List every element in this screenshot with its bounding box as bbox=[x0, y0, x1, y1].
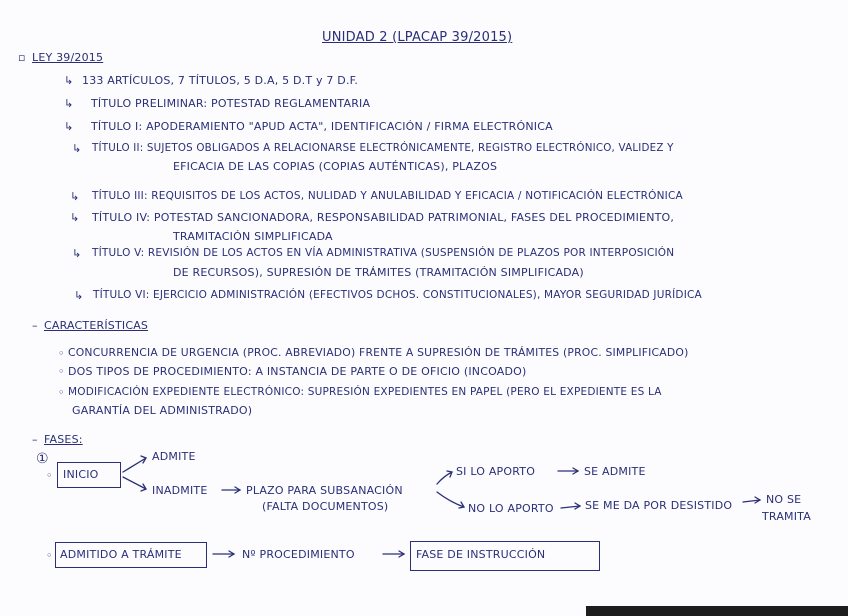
ley-item: 133 ARTÍCULOS, 7 TÍTULOS, 5 D.A, 5 D.T y 7 D.F. bbox=[82, 74, 359, 87]
arrow-icon: ↳ bbox=[70, 190, 80, 203]
arrow-icon: ↳ bbox=[72, 247, 82, 260]
ley-item-cont: TRAMITACIÓN SIMPLIFICADA bbox=[173, 230, 333, 243]
dash-marker: – bbox=[32, 319, 38, 332]
bullet-dot: ◦ bbox=[46, 469, 53, 482]
no-aporto-label: NO LO APORTO bbox=[468, 502, 554, 515]
arrow-si bbox=[437, 472, 452, 484]
ley-item: TÍTULO IV: POTESTAD SANCIONADORA, RESPONSABILIDAD PATRIMONIAL, FASES DEL PROCEDIMIENTO, bbox=[92, 211, 675, 224]
no-se-label: NO SE bbox=[766, 493, 802, 506]
admitido-label: ADMITIDO A TRÁMITE bbox=[60, 548, 182, 561]
bullet-dot: ◦ bbox=[58, 386, 65, 399]
ley-item: TÍTULO V: REVISIÓN DE LOS ACTOS EN VÍA ADMINISTRATIVA (SUSPENSIÓN DE PLAZOS POR INTERPOSICIÓN bbox=[92, 247, 675, 259]
arrow-icon: ↳ bbox=[64, 120, 74, 133]
caracteristica-item: CONCURRENCIA DE URGENCIA (PROC. ABREVIADO) FRENTE A SUPRESIÓN DE TRÁMITES (PROC. SIMPLIFICADO) bbox=[68, 346, 689, 359]
ley-heading: LEY 39/2015 bbox=[32, 51, 104, 64]
caracteristicas-heading: CARACTERÍSTICAS bbox=[44, 319, 149, 332]
caracteristica-item-cont: GARANTÍA DEL ADMINISTRADO) bbox=[72, 404, 253, 417]
plazo-label: PLAZO PARA SUBSANACIÓN bbox=[246, 484, 403, 497]
caracteristica-item: MODIFICACIÓN EXPEDIENTE ELECTRÓNICO: SUPRESIÓN EXPEDIENTES EN PAPEL (PERO EL EXPEDIENTE ES LA bbox=[68, 386, 662, 398]
arrow-admite bbox=[123, 458, 146, 472]
arrow-icon: ↳ bbox=[74, 289, 84, 302]
ley-item-cont: DE RECURSOS), SUPRESIÓN DE TRÁMITES (TRAMITACIÓN SIMPLIFICADA) bbox=[173, 266, 584, 279]
ley-item-cont: EFICACIA DE LAS COPIAS (COPIAS AUTÉNTICAS), PLAZOS bbox=[173, 160, 498, 173]
arrow-no bbox=[437, 492, 464, 507]
background-page-edge bbox=[586, 606, 848, 616]
ley-item: TÍTULO II: SUJETOS OBLIGADOS A RELACIONARSE ELECTRÓNICAMENTE, REGISTRO ELECTRÓNICO, VALIDEZ Y bbox=[92, 142, 674, 154]
bullet-dot: ◦ bbox=[58, 365, 65, 378]
tramita-label: TRAMITA bbox=[762, 510, 811, 523]
step-number-icon: ① bbox=[36, 451, 49, 467]
arrow-icon: ↳ bbox=[70, 211, 80, 224]
ley-item: TÍTULO VI: EJERCICIO ADMINISTRACIÓN (EFECTIVOS DCHOS. CONSTITUCIONALES), MAYOR SEGURIDAD JURÍDICA bbox=[93, 289, 702, 301]
arrow-icon: ↳ bbox=[64, 97, 74, 110]
caracteristica-item: DOS TIPOS DE PROCEDIMIENTO: A INSTANCIA DE PARTE O DE OFICIO (INCOADO) bbox=[68, 365, 527, 378]
arrow-icon: ↳ bbox=[72, 142, 82, 155]
ley-item: TÍTULO III: REQUISITOS DE LOS ACTOS, NULIDAD Y ANULABILIDAD Y EFICACIA / NOTIFICACIÓN ELECTRÓNICA bbox=[92, 190, 683, 202]
bullet-dot: ◦ bbox=[46, 549, 53, 562]
bullet-dot: ▫ bbox=[18, 51, 26, 64]
dash-marker: – bbox=[32, 433, 38, 446]
inadmite-label: INADMITE bbox=[152, 484, 208, 497]
arrow-icon: ↳ bbox=[64, 74, 74, 87]
arrow-no-tramita bbox=[743, 500, 760, 502]
arrow-inadmite bbox=[123, 477, 146, 489]
si-aporto-label: SI LO APORTO bbox=[456, 465, 536, 478]
ley-item: TÍTULO I: APODERAMIENTO "APUD ACTA", IDENTIFICACIÓN / FIRMA ELECTRÓNICA bbox=[91, 120, 553, 133]
se-admite-label: SE ADMITE bbox=[584, 465, 646, 478]
n-proc-label: Nº PROCEDIMIENTO bbox=[242, 548, 355, 561]
arrow-desistido bbox=[561, 506, 580, 508]
desistido-label: SE ME DA POR DESISTIDO bbox=[585, 499, 733, 512]
falta-label: (FALTA DOCUMENTOS) bbox=[262, 500, 389, 513]
inicio-label: INICIO bbox=[63, 468, 99, 481]
instruccion-label: FASE DE INSTRUCCIÓN bbox=[416, 548, 546, 561]
bullet-dot: ◦ bbox=[58, 347, 65, 360]
ley-item: TÍTULO PRELIMINAR: POTESTAD REGLAMENTARIA bbox=[91, 97, 371, 110]
page-title: UNIDAD 2 (LPACAP 39/2015) bbox=[322, 30, 513, 45]
admite-label: ADMITE bbox=[152, 450, 196, 463]
fases-heading: FASES: bbox=[44, 433, 83, 446]
